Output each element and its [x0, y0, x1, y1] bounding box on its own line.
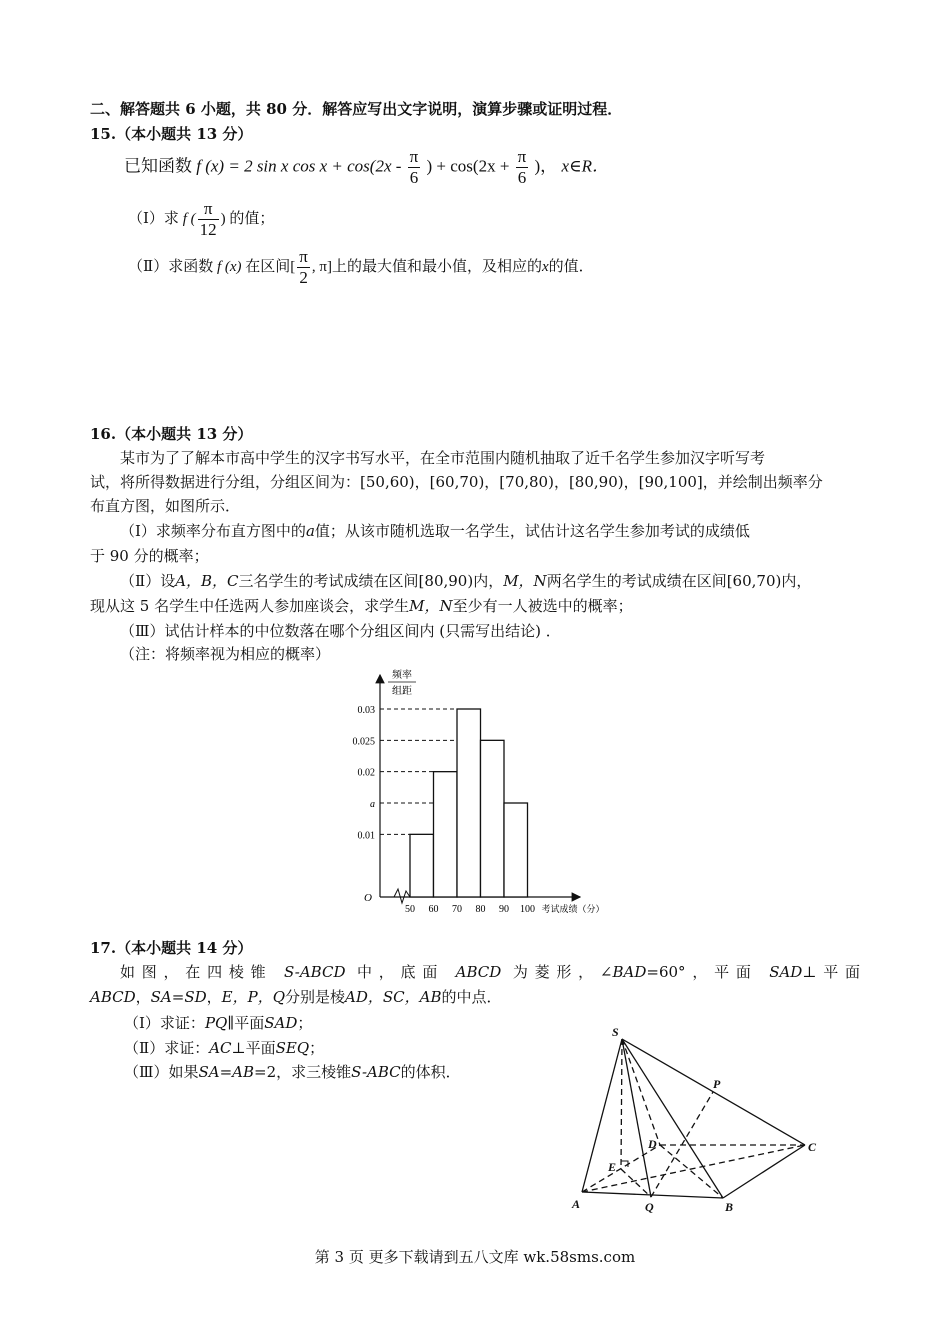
q17-part1: [124, 1012, 312, 1033]
q15-formula-prefix: 已知函数: [124, 156, 192, 176]
q17-p2e: ；: [309, 1039, 325, 1057]
q17-l2b: ，: [135, 988, 151, 1006]
q16-var-a: a: [305, 522, 315, 540]
q16-part2-cont: [90, 594, 865, 618]
q16-para-3: 布直方图，如图所示．: [90, 497, 241, 515]
q17-p1c: ∥平面: [227, 1014, 265, 1032]
edge-SD: [622, 1039, 660, 1145]
label-S: S: [612, 1025, 619, 1039]
x-tick-label: 60: [428, 904, 439, 915]
frac-num: π: [198, 199, 219, 220]
q17-l2f: 分别是棱: [285, 988, 346, 1006]
label-E: E: [608, 1160, 617, 1174]
page-footer: 第 3 页 更多下载请到五八文库 wk.58sms.com: [314, 1248, 636, 1266]
frac-num: π: [517, 147, 527, 166]
label-D: D: [648, 1137, 657, 1151]
q17-p1d: SAD: [264, 1014, 298, 1032]
q15-formula-body: f (x) = 2 sin x cos x + cos(2x -: [196, 156, 402, 176]
q17-l1i: ⊥平面: [802, 963, 860, 981]
q15-frac-pi-6-a: [408, 147, 421, 188]
q17-l1b: S-ABCD: [283, 963, 346, 981]
q15-part1-f: f (: [182, 210, 196, 227]
q16-para-1: 某市为了了解本市高中学生的汉字书写水平，在全市范围内随机抽取了近千名学生参加汉字听写考: [120, 449, 766, 467]
q17-p1e: ；: [297, 1014, 313, 1032]
q16-part2-abc: A，B，C: [175, 572, 239, 590]
q17-p2d: SEQ: [275, 1039, 310, 1057]
q16-part2-f: 现从这 5 名学生中任选两人参加座谈会，求学生: [90, 597, 410, 615]
histogram-bar: [457, 709, 481, 897]
q16-part2-mn: M，N: [503, 572, 547, 590]
label-A: A: [572, 1197, 581, 1211]
q17-l1g: =60°，平面: [646, 963, 758, 981]
q16-part2-mn2: M，N: [409, 597, 453, 615]
y-label-top: 频率: [392, 670, 412, 681]
x-tick-label: 80: [475, 904, 486, 915]
section-heading: 二、解答题共 6 小题，共 80 分．解答应写出文字说明，演算步骤或证明过程．: [90, 100, 623, 118]
q16-part2-e: 两名学生的考试成绩在区间[60,70)内，: [546, 572, 812, 590]
label-P: P: [713, 1077, 721, 1091]
q15-formula: [124, 147, 609, 188]
pyramid-figure: [560, 1020, 830, 1220]
y-tick-label: 0.025: [352, 736, 375, 748]
right-angle-mark: [621, 1161, 628, 1167]
q16-part1: [90, 519, 865, 543]
q15-formula-mid: ) + cos(2x +: [426, 156, 510, 176]
label-Q: Q: [645, 1200, 654, 1214]
axis-break: [394, 889, 410, 903]
q17-l1e: 为菱形，∠: [512, 963, 613, 981]
q17-p3c: =2，求三棱锥: [254, 1063, 352, 1081]
q15-part2-x: x: [541, 258, 549, 275]
x-tick-label: 90: [499, 904, 509, 915]
label-C: C: [808, 1140, 817, 1154]
x-tick-label: 50: [405, 904, 415, 915]
q17-p3d: S-ABC: [351, 1063, 401, 1081]
histogram-bar: [481, 740, 505, 897]
q17-p2a: （Ⅱ）求证：: [124, 1039, 210, 1057]
q17-l2c: SA=SD: [150, 988, 207, 1006]
edge-DB: [660, 1145, 723, 1198]
q17-l1h: SAD: [769, 963, 803, 981]
x-tick-label: 100: [520, 904, 535, 915]
q16-part2-c: 三名学生的考试成绩在区间[80,90)内，: [238, 572, 504, 590]
q15-part2-mid: , π]上的最大值和最小值，及相应的: [311, 258, 542, 275]
q15-part2: [128, 247, 594, 288]
y-label-bottom: 组距: [392, 686, 412, 697]
q15-frac-pi-12: [198, 199, 219, 240]
histogram-bar: [434, 772, 458, 897]
q17-p3e: 的体积．: [400, 1063, 461, 1081]
q15-part2-interval: 在区间[: [245, 258, 296, 275]
origin-label: O: [364, 892, 372, 904]
edge-SC: [622, 1039, 805, 1145]
q17-title: 17.（本小题共 14 分）: [90, 939, 253, 957]
q15-frac-pi-6-b: [516, 147, 529, 188]
x-tick-label: 70: [452, 904, 462, 915]
q17-l1a: 如图，在四棱锥: [120, 963, 273, 981]
y-tick-label: 0.03: [357, 705, 375, 716]
frac-num: π: [299, 247, 308, 266]
q15-domain: x∈R．: [561, 156, 609, 176]
q16-part2-g: 至少有一人被选中的概率；: [452, 597, 633, 615]
q17-line-1: [90, 960, 860, 984]
y-tick-label: 0.01: [357, 830, 375, 842]
q17-part3: [124, 1061, 461, 1082]
q17-l2h: 的中点．: [441, 988, 502, 1006]
q15-formula-end: )，: [534, 156, 558, 176]
q16-title: 16.（本小题共 13 分）: [90, 425, 253, 443]
q16-part3: （Ⅲ）试估计样本的中位数落在哪个分组区间内 (只需写出结论) ．: [120, 622, 561, 640]
frequency-histogram: [340, 665, 620, 920]
q17-p1a: （Ⅰ）求证：: [124, 1014, 205, 1032]
label-B: B: [725, 1200, 734, 1214]
q16-part1-a: （Ⅰ）求频率分布直方图中的: [120, 522, 306, 540]
q16-part1-cont: 于 90 分的概率；: [90, 547, 209, 565]
q17-p3b: SA=AB: [198, 1063, 255, 1081]
q15-part2-tail: 的值．: [548, 258, 594, 275]
frac-den: 6: [409, 168, 419, 187]
q17-l1c: 中，底面: [357, 963, 445, 981]
q17-p3a: （Ⅲ）如果: [124, 1063, 199, 1081]
frac-den: 6: [517, 168, 527, 187]
frac-den: 12: [199, 220, 217, 239]
q17-line-2: [90, 985, 865, 1009]
q15-title: 15.（本小题共 13 分）: [90, 125, 253, 143]
q15-part1-tail: ) 的值；: [220, 210, 275, 227]
q15-frac-pi-2: [297, 247, 310, 288]
q17-l1d: ABCD: [455, 963, 502, 981]
q16-part2-a: （Ⅱ）设: [120, 572, 176, 590]
q17-p2b: AC: [209, 1039, 232, 1057]
x-axis-label: 考试成绩（分）: [541, 904, 605, 914]
q17-part2: [124, 1037, 324, 1058]
frac-den: 2: [299, 268, 308, 287]
q15-part1-label: （Ⅰ）求: [128, 210, 179, 227]
edge-BC: [723, 1145, 805, 1198]
q15-part2-fx: f (x): [216, 258, 242, 275]
q16-part2: [90, 569, 865, 593]
q15-part2-label: （Ⅱ）求函数: [128, 258, 214, 275]
q17-l2a: ABCD: [90, 988, 136, 1006]
q16-para-2: 试，将所得数据进行分组，分组区间为：[50,60)，[60,70)，[70,80)，[80,90)，[90,100]，并绘制出频率分: [90, 473, 823, 491]
histogram-bar: [504, 803, 528, 897]
q17-p1b: PQ: [204, 1014, 228, 1032]
q16-part1-b: 值；从该市随机选取一名学生，试估计这名学生参加考试的成绩低: [314, 522, 750, 540]
q16-note: （注：将频率视为相应的概率）: [120, 645, 331, 663]
frac-num: π: [409, 147, 419, 166]
q17-l2e: E，P，Q: [221, 988, 285, 1006]
q17-l1f: BAD: [612, 963, 647, 981]
q15-part1: [128, 199, 274, 240]
y-tick-label: a: [370, 799, 375, 810]
y-tick-label: 0.02: [357, 767, 375, 779]
histogram-bar: [410, 834, 434, 897]
edge-SE: [621, 1039, 622, 1169]
q17-l2g: AD，SC，AB: [345, 988, 442, 1006]
q17-l2d: ，: [206, 988, 222, 1006]
q17-p2c: ⊥平面: [231, 1039, 276, 1057]
